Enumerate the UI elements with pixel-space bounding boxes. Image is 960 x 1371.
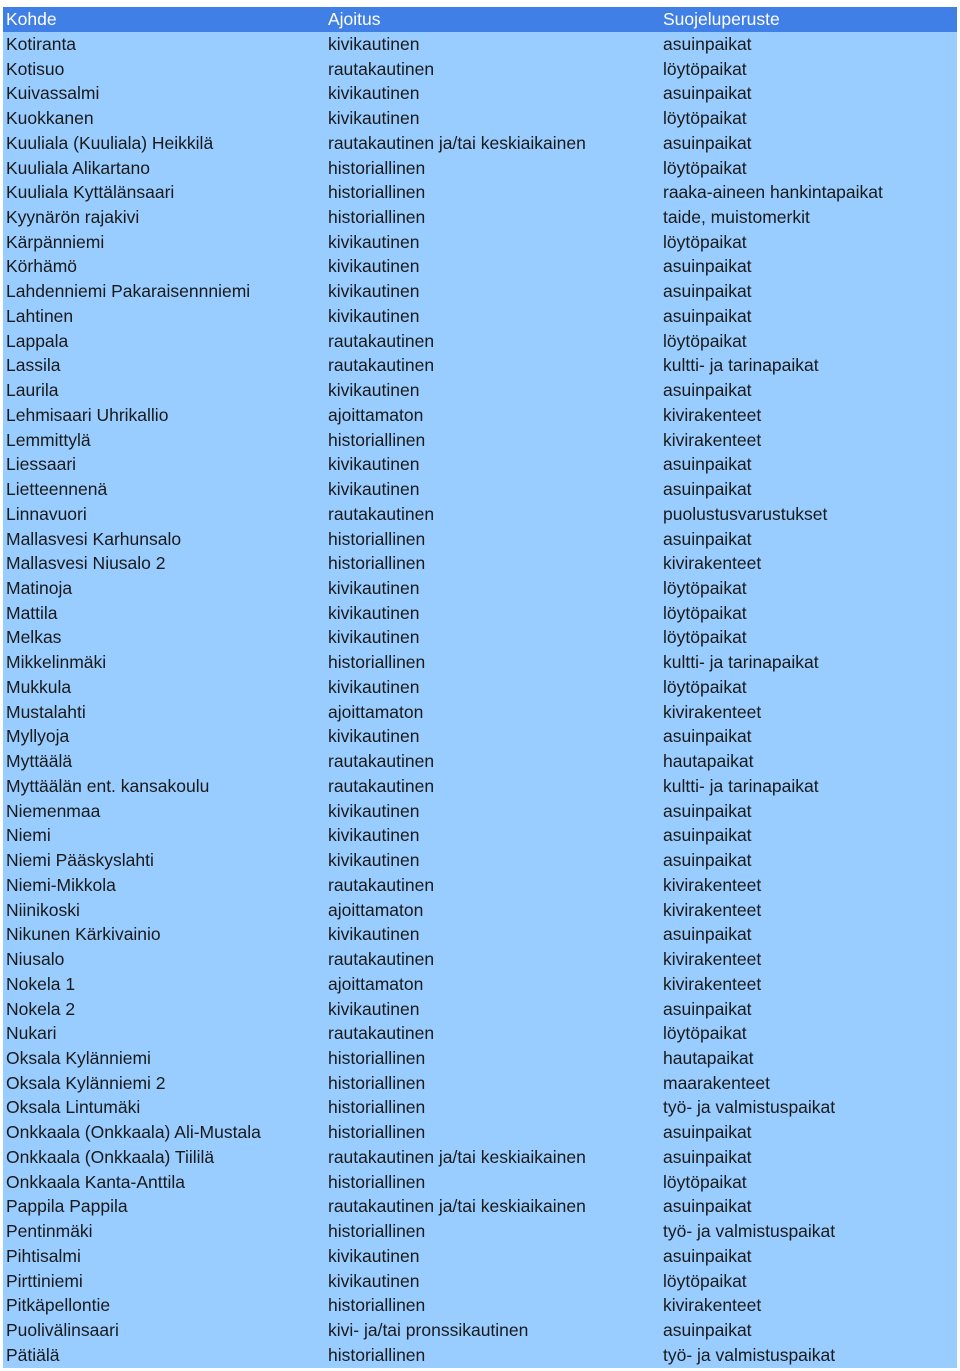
protection-basis-cell: asuinpaikat — [663, 1245, 752, 1266]
protection-basis-cell: asuinpaikat — [663, 1146, 752, 1167]
table-row — [3, 1145, 957, 1170]
table-row — [3, 378, 957, 403]
dating-cell: historiallinen — [328, 1171, 426, 1192]
site-name-cell: Niusalo — [6, 949, 65, 970]
dating-cell: kivikautinen — [328, 305, 420, 326]
dating-cell: rautakautinen — [328, 1023, 435, 1044]
table-row — [3, 1293, 957, 1318]
table-body — [3, 32, 957, 1368]
site-name-cell: Mallasvesi Niusalo 2 — [6, 553, 166, 574]
dating-cell: historiallinen — [328, 1072, 426, 1093]
protection-basis-cell: työ- ja valmistuspaikat — [663, 1097, 836, 1118]
dating-cell: kivikautinen — [328, 924, 420, 945]
protection-basis-cell: työ- ja valmistuspaikat — [663, 1344, 836, 1365]
protection-basis-cell: löytöpaikat — [663, 58, 747, 79]
table-row — [3, 1170, 957, 1195]
dating-cell: rautakautinen — [328, 949, 435, 970]
protection-basis-cell: löytöpaikat — [663, 108, 747, 129]
table-row — [3, 1195, 957, 1220]
site-name-cell: Lappala — [6, 330, 69, 351]
site-name-cell: Laurila — [6, 380, 59, 401]
dating-cell: historiallinen — [328, 1221, 426, 1242]
site-name-cell: Oksala Kylänniemi 2 — [6, 1072, 166, 1093]
table-row — [3, 32, 957, 57]
site-name-cell: Pihtisalmi — [6, 1245, 81, 1266]
site-name-cell: Liessaari — [6, 454, 77, 475]
site-name-cell: Pitkäpellontie — [6, 1295, 111, 1316]
protection-basis-cell: löytöpaikat — [663, 627, 747, 648]
protection-basis-cell: kivirakenteet — [663, 1295, 762, 1316]
table-row — [3, 1318, 957, 1343]
site-name-cell: Kotisuo — [6, 58, 65, 79]
table-row — [3, 477, 957, 502]
table-row — [3, 1046, 957, 1071]
site-name-cell: Kuuliala Kyttälänsaari — [6, 182, 175, 203]
table-row — [3, 799, 957, 824]
dating-cell: ajoittamaton — [328, 899, 424, 920]
protection-basis-cell: asuinpaikat — [663, 528, 752, 549]
dating-cell: historiallinen — [328, 528, 426, 549]
dating-cell: historiallinen — [328, 207, 426, 227]
protection-basis-cell: asuinpaikat — [663, 1196, 752, 1217]
dating-cell: kivikautinen — [328, 479, 420, 500]
site-name-cell: Pirttiniemi — [6, 1270, 83, 1291]
table-row — [3, 824, 957, 849]
site-name-cell: Niinikoski — [6, 899, 80, 920]
site-name-cell: Onkkaala (Onkkaala) Tiililä — [6, 1146, 215, 1167]
table-row — [3, 1021, 957, 1046]
table-row — [3, 57, 957, 82]
table-row — [3, 106, 957, 131]
dating-cell: kivikautinen — [328, 281, 420, 302]
table-row — [3, 354, 957, 379]
dating-cell: rautakautinen ja/tai keskiaikainen — [328, 1146, 586, 1167]
protection-basis-cell: löytöpaikat — [663, 157, 747, 178]
dating-cell: historiallinen — [328, 1047, 426, 1068]
table-row — [3, 304, 957, 329]
dating-cell: historiallinen — [328, 1344, 426, 1365]
protection-basis-cell: asuinpaikat — [663, 1122, 752, 1143]
dating-cell: kivikautinen — [328, 231, 420, 252]
table-row — [3, 156, 957, 181]
dating-cell: kivikautinen — [328, 454, 420, 475]
table-row — [3, 205, 957, 230]
table-row — [3, 81, 957, 106]
site-name-cell: Körhämö — [6, 256, 78, 277]
table-row — [3, 527, 957, 552]
table-row — [3, 1071, 957, 1096]
dating-cell: kivikautinen — [328, 627, 420, 648]
protection-basis-cell: löytöpaikat — [663, 578, 747, 599]
dating-cell: historiallinen — [328, 429, 426, 450]
dating-cell: kivikautinen — [328, 578, 420, 599]
column-header-kohde: Kohde — [6, 9, 57, 29]
dating-cell: rautakautinen — [328, 330, 435, 351]
table-row — [3, 1269, 957, 1294]
site-name-cell: Kuuliala Alikartano — [6, 157, 150, 178]
site-name-cell: Pappila Pappila — [6, 1196, 128, 1217]
dating-cell: kivikautinen — [328, 825, 420, 846]
site-name-cell: Nokela 1 — [6, 973, 76, 994]
site-name-cell: Kuokkanen — [6, 108, 94, 129]
dating-cell: rautakautinen ja/tai keskiaikainen — [328, 1196, 586, 1217]
protection-basis-cell: kivirakenteet — [663, 553, 762, 574]
site-name-cell: Oksala Kylänniemi — [6, 1047, 151, 1068]
dating-cell: kivikautinen — [328, 380, 420, 401]
dating-cell: historiallinen — [328, 1122, 426, 1143]
site-name-cell: Nikunen Kärkivainio — [6, 924, 161, 945]
dating-cell: historiallinen — [328, 157, 426, 178]
site-name-cell: Linnavuori — [6, 503, 87, 524]
table-row — [3, 650, 957, 675]
site-name-cell: Lassila — [6, 355, 61, 376]
table-row — [3, 1244, 957, 1269]
protection-basis-cell: asuinpaikat — [663, 1320, 752, 1341]
protection-basis-cell: kivirakenteet — [663, 429, 762, 450]
table-row — [3, 749, 957, 774]
protection-basis-cell: kivirakenteet — [663, 949, 762, 970]
table-row — [3, 947, 957, 972]
dating-cell: historiallinen — [328, 1097, 426, 1118]
protection-basis-cell: löytöpaikat — [663, 330, 747, 351]
table-row — [3, 922, 957, 947]
table-row — [3, 551, 957, 576]
site-name-cell: Niemenmaa — [6, 800, 101, 821]
table-row — [3, 848, 957, 873]
dating-cell: rautakautinen — [328, 874, 435, 895]
table-row — [3, 626, 957, 651]
table-row — [3, 601, 957, 626]
table-row — [3, 131, 957, 156]
table-row — [3, 452, 957, 477]
protection-basis-cell: raaka-aineen hankintapaikat — [663, 182, 883, 203]
protection-basis-cell: asuinpaikat — [663, 479, 752, 500]
site-name-cell: Pentinmäki — [6, 1221, 93, 1242]
dating-cell: rautakautinen ja/tai keskiaikainen — [328, 132, 586, 153]
protection-basis-cell: asuinpaikat — [663, 998, 752, 1019]
site-name-cell: Kyynärön rajakivi — [6, 207, 140, 227]
protection-basis-cell: löytöpaikat — [663, 1270, 747, 1291]
site-name-cell: Mustalahti — [6, 701, 86, 722]
site-name-cell: Pätiälä — [6, 1344, 60, 1365]
dating-cell: kivikautinen — [328, 1245, 420, 1266]
protection-basis-cell: asuinpaikat — [663, 256, 752, 277]
dating-cell: kivikautinen — [328, 726, 420, 747]
table-row — [3, 972, 957, 997]
dating-cell: kivikautinen — [328, 256, 420, 277]
table-row — [3, 1219, 957, 1244]
dating-cell: kivikautinen — [328, 1270, 420, 1291]
dating-cell: rautakautinen — [328, 58, 435, 79]
protection-basis-cell: asuinpaikat — [663, 726, 752, 747]
site-name-cell: Mikkelinmäki — [6, 652, 107, 673]
site-name-cell: Oksala Lintumäki — [6, 1097, 141, 1118]
protection-basis-cell: asuinpaikat — [663, 825, 752, 846]
dating-cell: rautakautinen — [328, 751, 435, 772]
dating-cell: kivikautinen — [328, 108, 420, 129]
protection-basis-cell: asuinpaikat — [663, 924, 752, 945]
protection-basis-cell: taide, muistomerkit — [663, 207, 810, 227]
site-name-cell: Kuivassalmi — [6, 83, 100, 104]
site-name-cell: Kuuliala (Kuuliala) Heikkilä — [6, 132, 214, 153]
protection-basis-cell: puolustusvarustukset — [663, 503, 828, 524]
dating-cell: rautakautinen — [328, 503, 435, 524]
dating-cell: ajoittamaton — [328, 973, 424, 994]
site-name-cell: Lietteennenä — [6, 479, 108, 500]
table-row — [3, 403, 957, 428]
protection-basis-cell: asuinpaikat — [663, 83, 752, 104]
dating-cell: ajoittamaton — [328, 701, 424, 722]
protection-basis-cell: kivirakenteet — [663, 874, 762, 895]
site-name-cell: Myttäälän ent. kansakoulu — [6, 775, 210, 796]
dating-cell: historiallinen — [328, 182, 426, 203]
table-row — [3, 255, 957, 280]
table-row — [3, 1343, 957, 1368]
protection-basis-cell: asuinpaikat — [663, 281, 752, 302]
protection-basis-cell: hautapaikat — [663, 751, 754, 772]
protection-basis-cell: maarakenteet — [663, 1072, 771, 1093]
protection-basis-cell: asuinpaikat — [663, 305, 752, 326]
dating-cell: kivikautinen — [328, 998, 420, 1019]
site-name-cell: Onkkaala Kanta-Anttila — [6, 1171, 185, 1192]
protection-basis-cell: asuinpaikat — [663, 800, 752, 821]
dating-cell: kivikautinen — [328, 602, 420, 623]
site-name-cell: Myttäälä — [6, 751, 73, 772]
dating-cell: kivikautinen — [328, 676, 420, 697]
dating-cell: kivikautinen — [328, 83, 420, 104]
table-row — [3, 230, 957, 255]
dating-cell: historiallinen — [328, 1295, 426, 1316]
protection-basis-cell: kultti- ja tarinapaikat — [663, 355, 819, 376]
site-name-cell: Onkkaala (Onkkaala) Ali-Mustala — [6, 1122, 261, 1143]
protection-basis-cell: kivirakenteet — [663, 701, 762, 722]
protection-basis-cell: asuinpaikat — [663, 850, 752, 871]
dating-cell: historiallinen — [328, 553, 426, 574]
site-name-cell: Niemi — [6, 825, 51, 846]
dating-cell: kivikautinen — [328, 33, 420, 54]
column-header-suojeluperuste: Suojeluperuste — [663, 9, 780, 29]
protection-basis-cell: löytöpaikat — [663, 1171, 747, 1192]
site-name-cell: Myllyoja — [6, 726, 70, 747]
dating-cell: kivikautinen — [328, 800, 420, 821]
protection-basis-cell: asuinpaikat — [663, 132, 752, 153]
protection-basis-cell: löytöpaikat — [663, 1023, 747, 1044]
site-name-cell: Nokela 2 — [6, 998, 76, 1019]
site-name-cell: Nukari — [6, 1023, 57, 1044]
table-row — [3, 428, 957, 453]
table-row — [3, 675, 957, 700]
protection-basis-cell: kultti- ja tarinapaikat — [663, 775, 819, 796]
site-name-cell: Lahtinen — [6, 305, 74, 326]
site-name-cell: Mallasvesi Karhunsalo — [6, 528, 182, 549]
table-row — [3, 774, 957, 799]
sites-table — [3, 7, 957, 1368]
site-name-cell: Kärpänniemi — [6, 231, 105, 252]
table-row — [3, 576, 957, 601]
table-row — [3, 997, 957, 1022]
site-name-cell: Melkas — [6, 627, 62, 648]
protection-basis-cell: kivirakenteet — [663, 899, 762, 920]
site-name-cell: Mukkula — [6, 676, 72, 697]
site-name-cell: Matinoja — [6, 578, 73, 599]
protection-basis-cell: työ- ja valmistuspaikat — [663, 1221, 836, 1242]
dating-cell: rautakautinen — [328, 355, 435, 376]
table-row — [3, 180, 957, 205]
column-header-ajoitus: Ajoitus — [328, 9, 381, 29]
table-row — [3, 725, 957, 750]
table-row — [3, 898, 957, 923]
site-name-cell: Lemmittylä — [6, 429, 91, 450]
table-header-row — [3, 7, 957, 32]
table-row — [3, 873, 957, 898]
dating-cell: historiallinen — [328, 652, 426, 673]
protection-basis-cell: löytöpaikat — [663, 231, 747, 252]
site-name-cell: Kotiranta — [6, 33, 77, 54]
protection-basis-cell: löytöpaikat — [663, 676, 747, 697]
table-row — [3, 1096, 957, 1121]
site-name-cell: Niemi-Mikkola — [6, 874, 116, 895]
protection-basis-cell: kivirakenteet — [663, 973, 762, 994]
protection-basis-cell: hautapaikat — [663, 1047, 754, 1068]
table-row — [3, 502, 957, 527]
table-row — [3, 329, 957, 354]
table-row — [3, 279, 957, 304]
protection-basis-cell: löytöpaikat — [663, 602, 747, 623]
table-row — [3, 1120, 957, 1145]
site-name-cell: Puolivälinsaari — [6, 1320, 119, 1341]
site-name-cell: Niemi Pääskyslahti — [6, 850, 154, 871]
protection-basis-cell: kivirakenteet — [663, 404, 762, 425]
table-row — [3, 700, 957, 725]
dating-cell: kivi- ja/tai pronssikautinen — [328, 1320, 529, 1341]
dating-cell: ajoittamaton — [328, 404, 424, 425]
protection-basis-cell: kultti- ja tarinapaikat — [663, 652, 819, 673]
dating-cell: kivikautinen — [328, 850, 420, 871]
protection-basis-cell: asuinpaikat — [663, 380, 752, 401]
protection-basis-cell: asuinpaikat — [663, 33, 752, 54]
protection-basis-cell: asuinpaikat — [663, 454, 752, 475]
site-name-cell: Mattila — [6, 602, 58, 623]
site-name-cell: Lehmisaari Uhrikallio — [6, 404, 169, 425]
site-name-cell: Lahdenniemi Pakaraisennniemi — [6, 281, 251, 302]
dating-cell: rautakautinen — [328, 775, 435, 796]
